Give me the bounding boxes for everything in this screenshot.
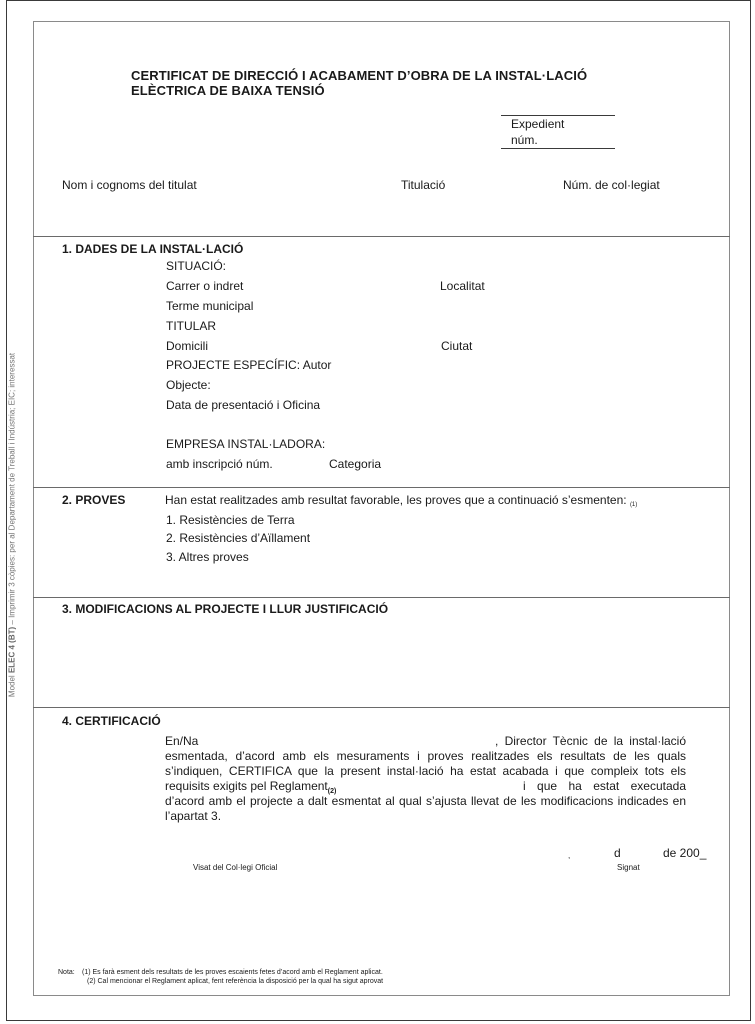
executada-text: i que ha estat executada <box>523 779 686 793</box>
director-tecnic-text: , Director Tècnic de la instal·lació <box>495 734 686 748</box>
cert-line-3: s’indiquen, CERTIFICA que la present instal·lació ha estat acabada i que compleix tots els <box>165 764 686 778</box>
footnote-ref-2: (2) <box>327 788 337 795</box>
form-title-line1: CERTIFICAT DE DIRECCIÓ I ACABAMENT D’OBRA DE LA INSTAL·LACIÓ <box>131 68 588 83</box>
titulat-name-field[interactable]: Nom i cognoms del titulat <box>62 178 197 192</box>
section-divider-3 <box>33 597 730 598</box>
copies-instructions: – Imprimir 3 còpies: per al Departament de Treball i Indústria; EIC; interessat <box>7 352 17 625</box>
section4-heading: 4. CERTIFICACIÓ <box>62 714 161 728</box>
objecte-field[interactable]: Objecte: <box>166 378 211 392</box>
model-code: ELEC 4 (BT) <box>7 626 17 674</box>
section-divider-1 <box>33 236 730 237</box>
section-divider-4 <box>33 707 730 708</box>
expedient-num-label[interactable]: núm. <box>511 133 538 147</box>
proves-intro-text: Han estat realitzades amb resultat favorable, les proves que a continuació s’esmenten: <box>165 493 627 507</box>
form-title-line2: ELÈCTRICA DE BAIXA TENSIÓ <box>131 83 325 98</box>
titular-label: TITULAR <box>166 319 217 333</box>
carrer-field[interactable]: Carrer o indret <box>166 279 244 293</box>
collegiat-number-field[interactable]: Núm. de col·legiat <box>563 178 660 192</box>
localitat-field[interactable]: Localitat <box>440 279 485 293</box>
note-2: (2) Cal mencionar el Reglament aplicat, fent referència la disposició per la qual ha sigut aprovat <box>87 978 384 985</box>
proves-intro <box>165 493 637 512</box>
cert-line-5: d’acord amb el projecte a dalt esmentat al qual s’ajusta llevat de les modificacions indicades en <box>165 794 686 808</box>
domicili-field[interactable]: Domicili <box>166 339 208 353</box>
footnote-ref-1: (1) <box>629 502 638 508</box>
categoria-field[interactable]: Categoria <box>329 457 382 471</box>
empresa-field[interactable]: EMPRESA INSTAL·LADORA: <box>166 437 326 451</box>
expedient-top-rule <box>501 115 615 116</box>
reglament-text: requisits exigits pel Reglament <box>165 779 328 793</box>
expedient-label: Expedient <box>511 117 565 131</box>
section1-heading: 1. DADES DE LA INSTAL·LACIÓ <box>62 242 244 256</box>
prova-item[interactable]: 3. Altres proves <box>166 550 249 564</box>
section3-heading: 3. MODIFICACIONS AL PROJECTE I LLUR JUSTIFICACIÓ <box>62 602 389 616</box>
side-margin <box>0 0 24 1024</box>
print-instructions <box>8 353 17 697</box>
terme-municipal-field[interactable]: Terme municipal <box>166 299 254 313</box>
titulacio-field[interactable]: Titulació <box>401 178 446 192</box>
model-prefix: Model <box>7 675 17 698</box>
note-1: (1) Es farà esment dels resultats de les proves escaients fetes d’acord amb el Reglament aplicat. <box>82 969 383 976</box>
section-divider-2 <box>33 487 730 488</box>
situacio-label: SITUACIÓ: <box>166 259 227 273</box>
en-na-label[interactable]: En/Na <box>165 734 199 748</box>
date-day-field[interactable]: d <box>614 846 621 860</box>
cert-line-6: l’apartat 3. <box>165 809 222 823</box>
projecte-autor-field[interactable]: PROJECTE ESPECÍFIC: Autor <box>166 358 332 372</box>
inscripcio-field[interactable]: amb inscripció núm. <box>166 457 273 471</box>
signat-label: Signat <box>617 863 640 872</box>
date-comma: , <box>568 851 571 860</box>
prova-item[interactable]: 2. Resistències d’Aïllament <box>166 531 311 545</box>
date-year-field[interactable]: de 200_ <box>663 846 707 860</box>
cert-line-2: esmentada, d’acord amb els mesuraments i proves realitzades els resultats de les quals <box>165 749 686 763</box>
data-oficina-field[interactable]: Data de presentació i Oficina <box>166 398 321 412</box>
notes-label: Nota: <box>58 969 75 976</box>
ciutat-field[interactable]: Ciutat <box>441 339 473 353</box>
visat-label: Visat del Col·legi Oficial <box>193 863 278 872</box>
expedient-bottom-rule <box>501 148 615 149</box>
prova-item[interactable]: 1. Resistències de Terra <box>166 513 295 527</box>
section2-heading: 2. PROVES <box>62 493 126 507</box>
